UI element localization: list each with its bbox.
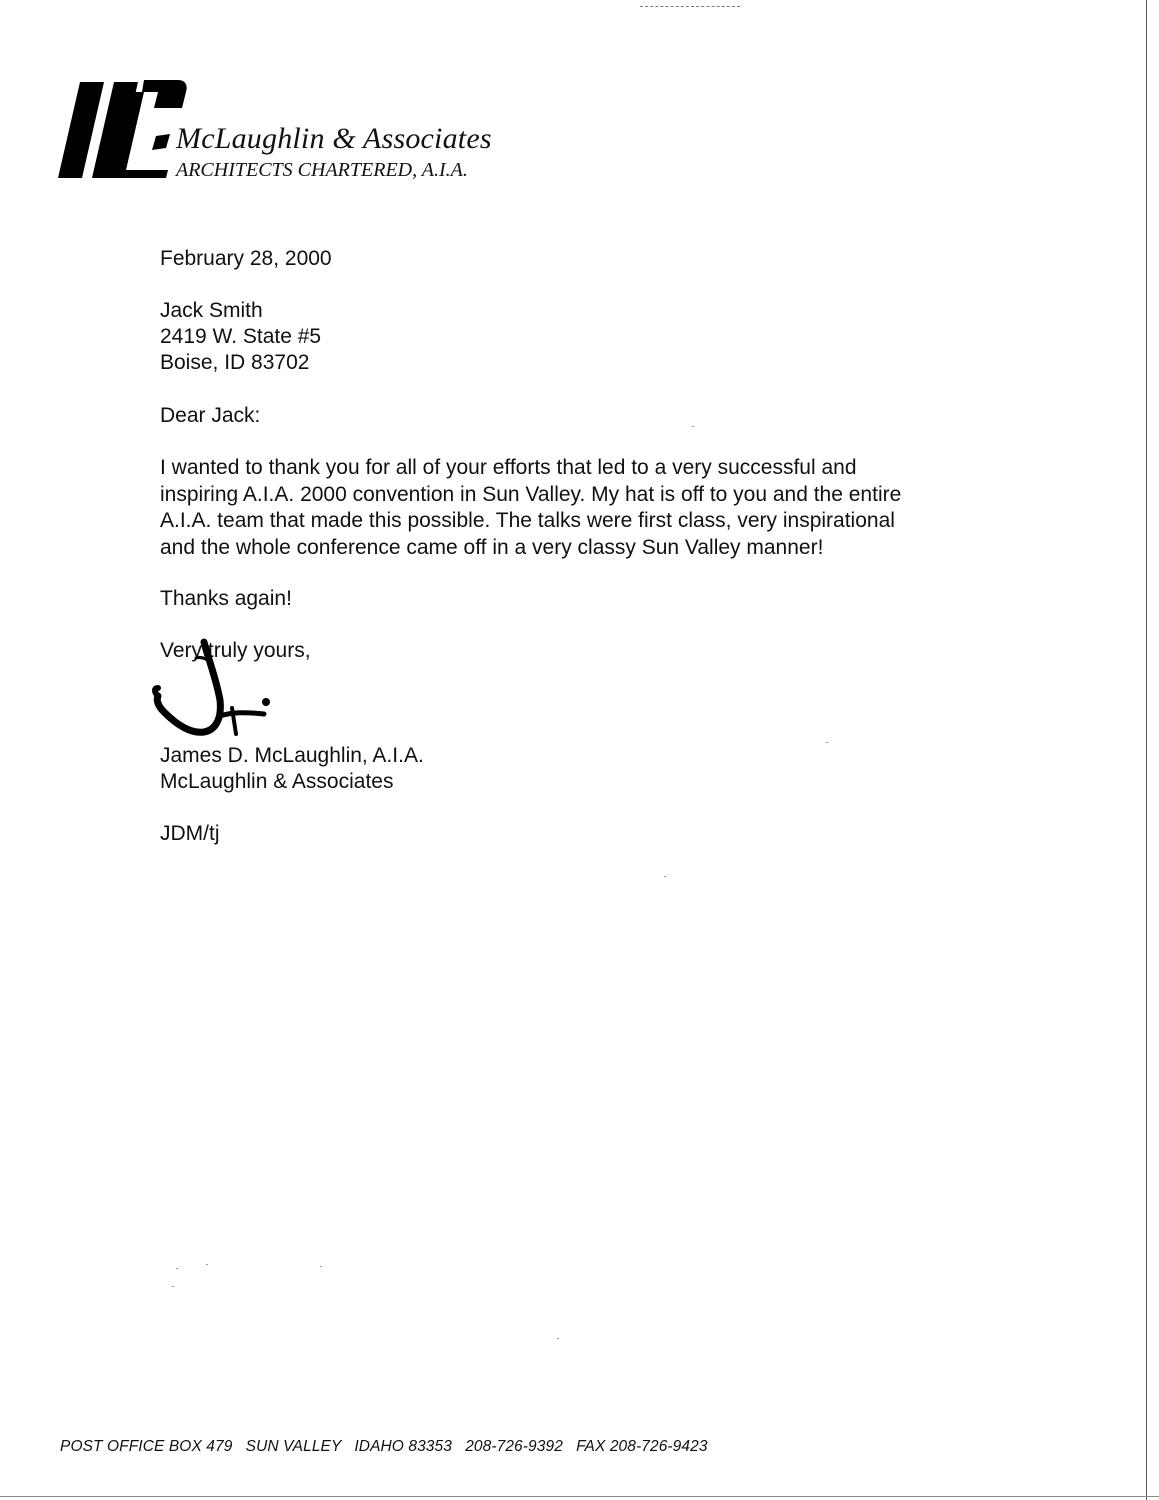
salutation: Dear Jack: bbox=[160, 404, 261, 427]
firm-logo bbox=[58, 78, 188, 182]
firm-subtitle: ARCHITECTS CHARTERED, A.I.A. bbox=[176, 159, 468, 181]
scan-speck bbox=[557, 1338, 559, 1339]
scan-speck bbox=[692, 426, 694, 427]
recipient-city: Boise, ID 83702 bbox=[160, 351, 310, 374]
recipient-street: 2419 W. State #5 bbox=[160, 325, 322, 348]
scan-speck bbox=[206, 1264, 208, 1265]
typist-initials: JDM/tj bbox=[160, 822, 220, 845]
body-paragraph bbox=[160, 455, 901, 561]
recipient-name: Jack Smith bbox=[160, 299, 263, 322]
body-line: and the whole conference came off in a very classy Sun Valley manner! bbox=[160, 535, 824, 559]
scan-speck bbox=[176, 1268, 178, 1269]
thanks-line: Thanks again! bbox=[160, 587, 292, 610]
scan-speck bbox=[320, 1266, 322, 1267]
signer-name: James D. McLaughlin, A.I.A. bbox=[160, 744, 424, 767]
body-line: I wanted to thank you for all of your efforts that led to a very successful and bbox=[160, 456, 857, 479]
page-edge-bottom bbox=[0, 1496, 1159, 1497]
signer-firm: McLaughlin & Associates bbox=[160, 770, 394, 793]
firm-name: McLaughlin & Associates bbox=[176, 122, 492, 155]
scan-speck bbox=[664, 876, 666, 877]
page-edge-right bbox=[1146, 0, 1147, 1500]
scan-mark bbox=[640, 6, 740, 9]
body-line: A.I.A. team that made this possible. The talks were first class, very inspirational bbox=[160, 509, 895, 532]
closing: Very truly yours, bbox=[160, 639, 311, 662]
letter-date: February 28, 2000 bbox=[160, 247, 332, 270]
handwritten-signature bbox=[146, 638, 286, 738]
scan-speck bbox=[826, 742, 828, 743]
body-line: inspiring A.I.A. 2000 convention in Sun Valley. My hat is off to you and the entire bbox=[160, 482, 902, 506]
footer-address: POST OFFICE BOX 479 SUN VALLEY IDAHO 83353 208-726-9392 FAX 208-726-9423 bbox=[60, 1438, 708, 1455]
scan-speck bbox=[172, 1286, 174, 1287]
